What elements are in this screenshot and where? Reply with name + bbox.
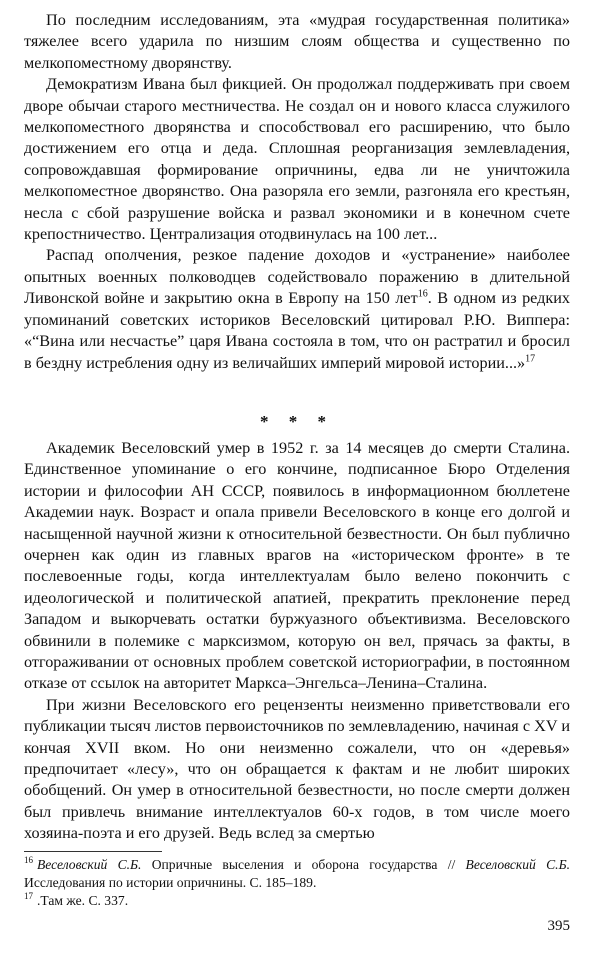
footnote-mark: 17 (24, 891, 33, 902)
paragraph-3 (24, 245, 570, 373)
section-separator: * * * (260, 411, 334, 431)
footnote-16 (24, 856, 570, 892)
footnotes (24, 856, 570, 910)
page-number: 395 (547, 918, 570, 934)
paragraph-1: По последним исследованиям, эта «мудрая государственная политика» тяжелее всего ударила по низшим слоям общества и существенно по мелкопоместному дворянству. (24, 11, 570, 72)
footnote-author: Веселовский С.Б. (37, 857, 142, 872)
footnote-mark: 16 (24, 855, 33, 866)
paragraph-3-part-1: Распад ополчения, резкое падение доходов и «устранение» наиболее опытных военных полководцев содействовало поражению в длительной Ливонской войне и закрытию окна в Европу на 150 лет (24, 246, 570, 308)
footnote-text: .Там же. С. 337. (37, 893, 129, 908)
footnote-author: Веселовский С.Б. (465, 857, 570, 872)
footnote-ref-17: 17 (525, 353, 536, 365)
footnote-ref-16: 16 (417, 288, 428, 300)
footnote-text: Опричные выселения и оборона государства // (141, 857, 466, 872)
page-body (24, 10, 570, 845)
footnote-divider (24, 851, 162, 852)
paragraph-3-part-2: . В одном из редких упоминаний советских историков Веселовский цитировал Р.Ю. Виппера: «“Вина или несчастье” царя Ивана состояла в том, что он растратил и бросил в бездну истребления одну из величайших империй мировой истории...» (24, 289, 570, 372)
footnote-text: Исследования по истории опричнины. С. 185–189. (24, 875, 317, 890)
paragraph-5: При жизни Веселовского его рецензенты неизменно приветствовали его публикации тысяч листов первоисточников по землевладению, начиная с XV и кончая XVII вком. Но они неизменно сожалели, что он «деревья» предпочитает «лесу», что он обращается к фактам и не любит широких обобщений. Он умер в относительной безвестности, но после смерти должен был привлечь внимание интеллектуалов 60-х годов, в том числе моего хозяина-поэта и его друзей. Ведь вслед за смертью (24, 695, 570, 843)
footnote-17 (24, 892, 570, 910)
paragraph-4: Академик Веселовский умер в 1952 г. за 14 месяцев до смерти Сталина. Единственное упоминание о его кончине, подписанное Бюро Отделения истории и философии АН СССР, появилось в информационном бюллетене Академии наук. Возраст и опала привели Веселовского в конце его долгой и насыщенной научной жизни к относительной безвестности. Он был публично очернен как один из главных врагов на «историческом фронте» в те послевоенные годы, когда интеллектуалам было велено покончить с идеологической и политической апатией, прекратить преклонение перед Западом и выкорчевать остатки буржуазного объективизма. Веселовского обвинили в полемике с марксизмом, которую он вел, прячась за факты, в отгораживании от основных проблем советской историографии, в постоянном отказе от ссылок на авторитет Маркса–Энгельса–Ленина–Сталина. (24, 438, 570, 693)
paragraph-2: Демократизм Ивана был фикцией. Он продолжал поддерживать при своем дворе обычаи старого местничества. Не создал он и нового класса служилого мелкопоместного дворянства и способствовал его расширению, что было достижением его отца и деда. Сплошная реорганизация землевладения, сопровождавшая формирование опричнины, едва ли не уничтожила мелкопоместное дворянство. Она разоряла его земли, разгоняла его крестьян, несла с сбой разрушение войска и развал экономики и в конечном счете крепостничество. Централизация отодвинулась на 100 лет... (24, 75, 570, 244)
